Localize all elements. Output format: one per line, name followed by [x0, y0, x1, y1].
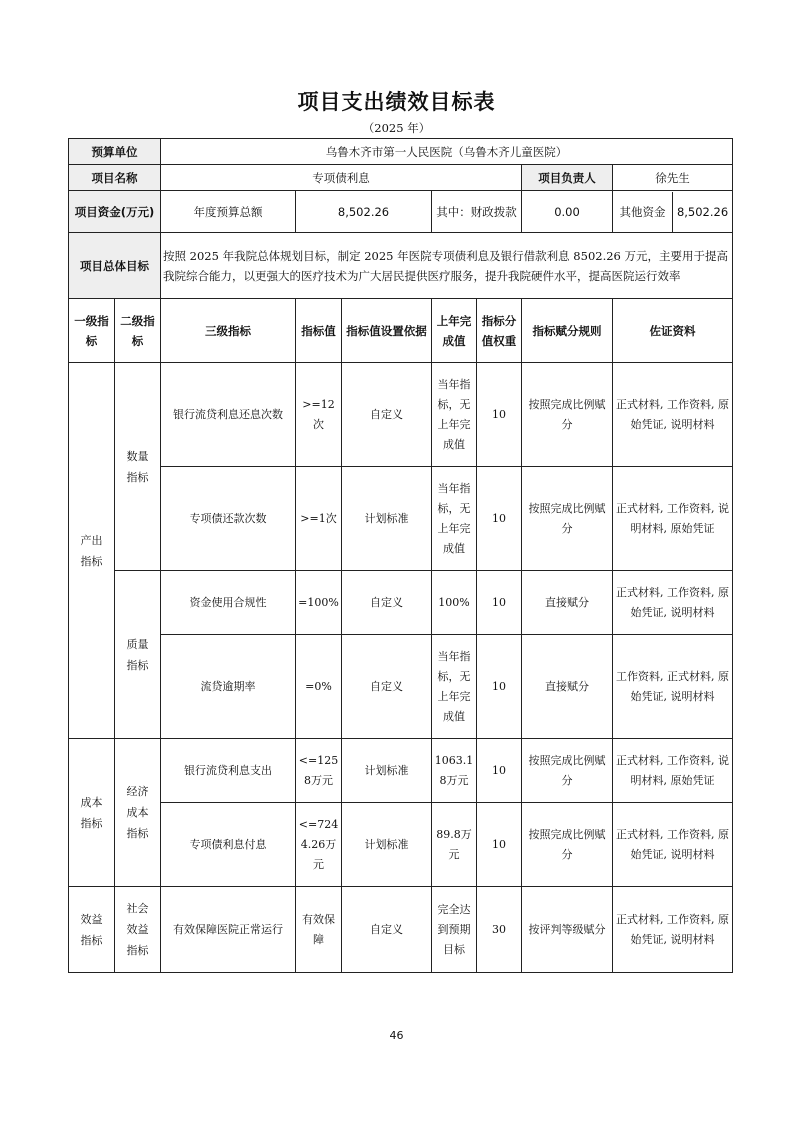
group-economic-cost: 经济成本指标	[115, 739, 161, 887]
header-last-year: 上年完成值	[432, 299, 477, 363]
row-5-weight: 10	[477, 739, 522, 803]
row-2-last: 当年指标，无上年完成值	[432, 467, 477, 571]
row-4-value: =0%	[296, 635, 342, 739]
row-6-evidence: 正式材料, 工作资料, 原始凭证, 说明材料	[613, 803, 733, 887]
other-label: 其他资金	[619, 204, 666, 219]
group-output: 产出指标	[69, 363, 115, 739]
row-1-weight: 10	[477, 363, 522, 467]
row-6-value: <=7244.26万元	[296, 803, 342, 887]
table-row	[69, 887, 733, 973]
row-6-name: 专项债利息付息	[161, 803, 296, 887]
row-3-value: =100%	[296, 571, 342, 635]
row-1-value: >=12次	[296, 363, 342, 467]
row-2-evidence: 正式材料, 工作资料, 说明材料, 原始凭证	[613, 467, 733, 571]
row-2-basis: 计划标准	[342, 467, 432, 571]
goal-text: 按照 2025 年我院总体规划目标，制定 2025 年医院专项债利息及银行借款利息 8502.26 万元，主要用于提高我院综合能力，以更强大的医疗技术为广大居民提供医疗服务，提升我院硬件水平，提高医院运行效率	[161, 233, 733, 299]
row-7-weight: 30	[477, 887, 522, 973]
row-3-last: 100%	[432, 571, 477, 635]
group-social-benefit: 社会效益指标	[115, 887, 161, 973]
header-evidence: 佐证资料	[613, 299, 733, 363]
row-5-name: 银行流贷利息支出	[161, 739, 296, 803]
row-4-evidence: 工作资料, 正式材料, 原始凭证, 说明材料	[613, 635, 733, 739]
fiscal-label: 其中：财政拨款	[432, 191, 522, 233]
row-7-basis: 自定义	[342, 887, 432, 973]
table-row	[69, 635, 733, 739]
project-name-value: 专项债利息	[161, 165, 522, 191]
header-rule: 指标赋分规则	[522, 299, 613, 363]
performance-table	[68, 138, 733, 973]
project-name-label: 项目名称	[69, 165, 161, 191]
row-1-basis: 自定义	[342, 363, 432, 467]
row-6-rule: 按照完成比例赋分	[522, 803, 613, 887]
row-2-name: 专项债还款次数	[161, 467, 296, 571]
row-5-last: 1063.18万元	[432, 739, 477, 803]
row-4-weight: 10	[477, 635, 522, 739]
budget-unit-value: 乌鲁木齐市第一人民医院（乌鲁木齐儿童医院）	[161, 139, 733, 165]
row-6-basis: 计划标准	[342, 803, 432, 887]
row-2-value: >=1次	[296, 467, 342, 571]
row-3-name: 资金使用合规性	[161, 571, 296, 635]
row-1-last: 当年指标，无上年完成值	[432, 363, 477, 467]
row-7-value: 有效保障	[296, 887, 342, 973]
responsible-label: 项目负责人	[522, 165, 613, 191]
funds-label: 项目资金(万元)	[69, 191, 161, 233]
header-basis: 指标值设置依据	[342, 299, 432, 363]
annual-total-value: 8,502.26	[296, 191, 432, 233]
row-4-last: 当年指标，无上年完成值	[432, 635, 477, 739]
responsible-value: 徐先生	[613, 165, 733, 191]
table-row	[69, 467, 733, 571]
row-2-rule: 按照完成比例赋分	[522, 467, 613, 571]
row-5-evidence: 正式材料, 工作资料, 说明材料, 原始凭证	[613, 739, 733, 803]
row-3-rule: 直接赋分	[522, 571, 613, 635]
row-5-rule: 按照完成比例赋分	[522, 739, 613, 803]
row-4-basis: 自定义	[342, 635, 432, 739]
row-1-rule: 按照完成比例赋分	[522, 363, 613, 467]
budget-unit-label: 预算单位	[69, 139, 161, 165]
header-level2: 二级指标	[115, 299, 161, 363]
row-1-name: 银行流贷利息还息次数	[161, 363, 296, 467]
header-level3: 三级指标	[161, 299, 296, 363]
row-5-value: <=1258万元	[296, 739, 342, 803]
row-4-rule: 直接赋分	[522, 635, 613, 739]
row-3-weight: 10	[477, 571, 522, 635]
header-weight: 指标分值权重	[477, 299, 522, 363]
goal-label: 项目总体目标	[69, 233, 161, 299]
row-7-name: 有效保障医院正常运行	[161, 887, 296, 973]
row-6-last: 89.8万元	[432, 803, 477, 887]
table-row	[69, 571, 733, 635]
page-title: 项目支出绩效目标表	[297, 90, 496, 114]
fiscal-value: 0.00	[522, 191, 613, 233]
row-5-basis: 计划标准	[342, 739, 432, 803]
row-3-basis: 自定义	[342, 571, 432, 635]
page-number: 46	[389, 1029, 404, 1042]
row-6-weight: 10	[477, 803, 522, 887]
group-quantity: 数量指标	[115, 363, 161, 571]
group-cost: 成本指标	[69, 739, 115, 887]
row-1-evidence: 正式材料, 工作资料, 原始凭证, 说明材料	[613, 363, 733, 467]
row-7-rule: 按评判等级赋分	[522, 887, 613, 973]
header-value: 指标值	[296, 299, 342, 363]
other-funds-cell	[613, 191, 733, 233]
group-benefit: 效益指标	[69, 887, 115, 973]
row-3-evidence: 正式材料, 工作资料, 原始凭证, 说明材料	[613, 571, 733, 635]
table-row	[69, 363, 733, 467]
row-2-weight: 10	[477, 467, 522, 571]
row-7-last: 完全达到预期目标	[432, 887, 477, 973]
row-4-name: 流贷逾期率	[161, 635, 296, 739]
row-7-evidence: 正式材料, 工作资料, 原始凭证, 说明材料	[613, 887, 733, 973]
table-row	[69, 803, 733, 887]
table-row	[69, 739, 733, 803]
year-subtitle: （2025 年）	[362, 121, 431, 135]
group-quality: 质量指标	[115, 571, 161, 739]
annual-total-label: 年度预算总额	[161, 191, 296, 233]
header-level1: 一级指标	[69, 299, 115, 363]
other-value: 8,502.26	[672, 192, 732, 232]
